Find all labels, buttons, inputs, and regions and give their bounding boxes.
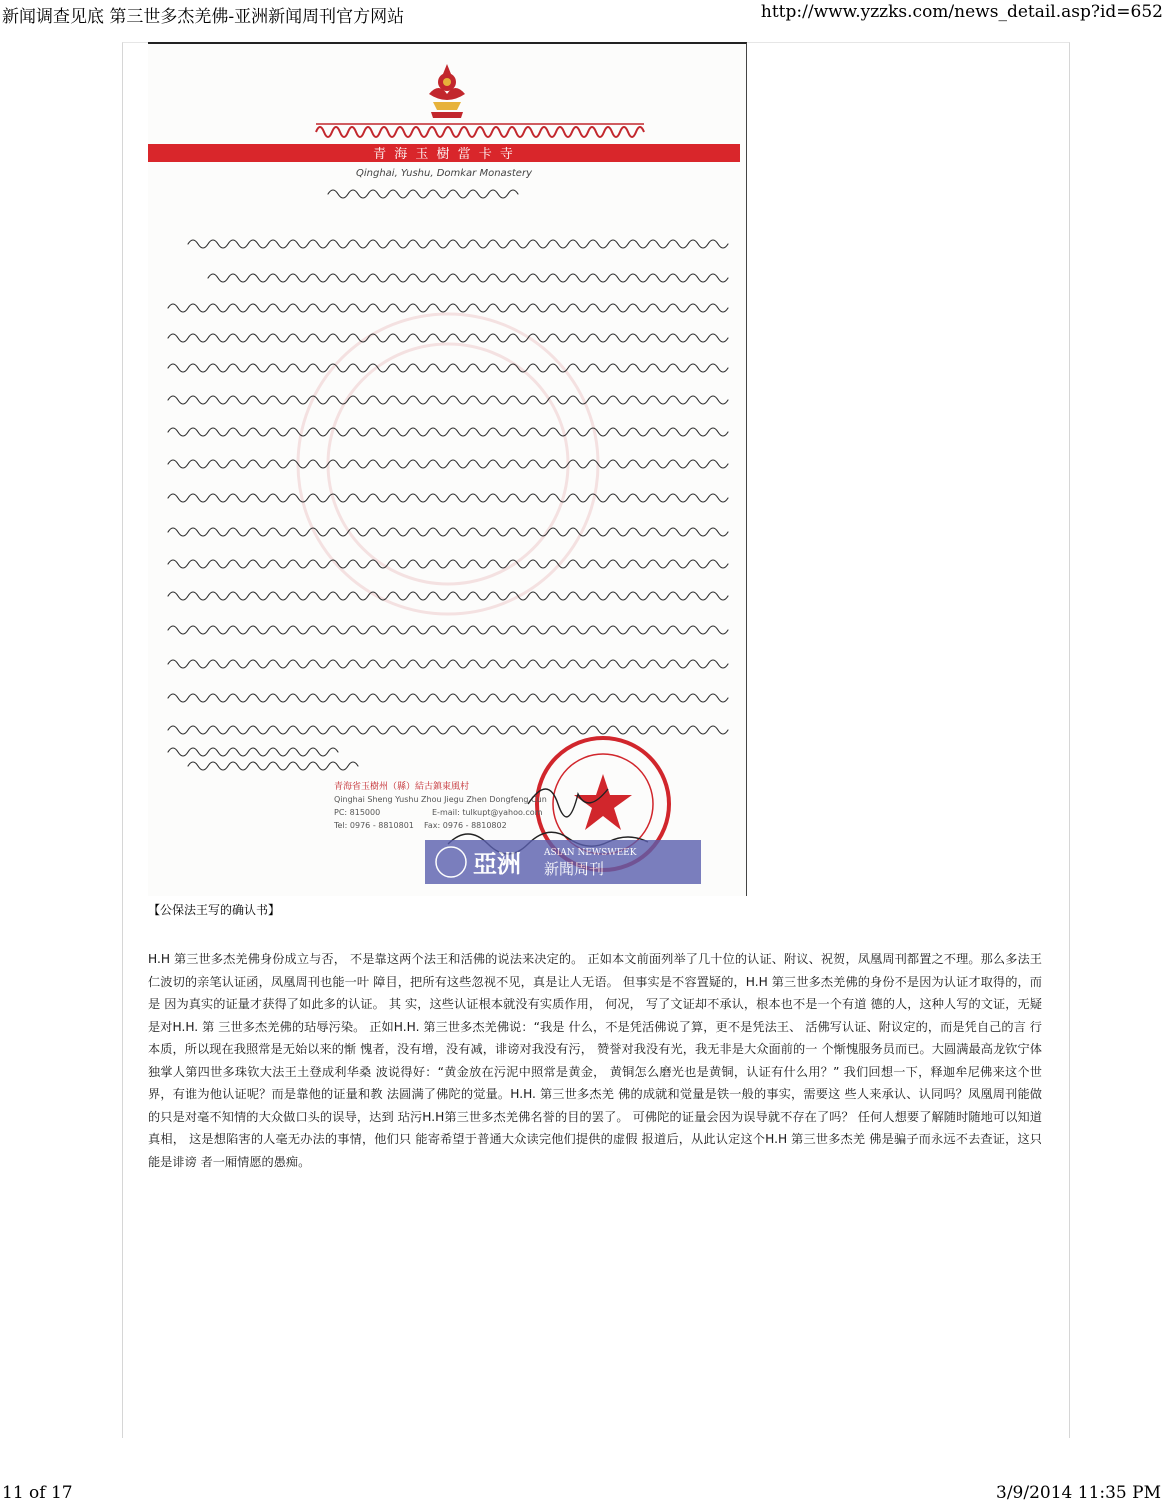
- letter-pc: PC: 815000: [334, 808, 381, 817]
- asian-newsweek-watermark: [425, 840, 701, 884]
- lotus-emblem-icon: [429, 64, 465, 118]
- temple-name-en: Qinghai, Yushu, Domkar Monastery: [355, 168, 533, 179]
- tibetan-header-script: [316, 127, 644, 137]
- letter-fax: Fax: 0976 - 8810802: [424, 821, 507, 830]
- print-header: [0, 0, 1165, 27]
- confirmation-letter-image: [148, 42, 747, 896]
- letter-email: E-mail: tulkupt@yahoo.com: [432, 808, 543, 817]
- print-footer: [0, 1481, 1165, 1507]
- watermark-title-en: ASIAN NEWSWEEK: [544, 848, 637, 858]
- handwritten-tibetan-text: [168, 190, 728, 770]
- letter-address-cn: 青海省玉樹州（縣）結古鎮東風村: [334, 782, 470, 792]
- letter-address-en: Qinghai Sheng Yushu Zhou Jiegu Zhen Dongfeng Cun: [334, 795, 547, 804]
- watermark-title-cn: 亞洲: [473, 849, 521, 878]
- page-title: 新闻调查见底 第三世多杰羌佛-亚洲新闻周刊官方网站: [2, 7, 405, 27]
- watermark-subtitle: 新聞周刊: [544, 860, 605, 878]
- print-datetime: 3/9/2014 11:35 PM: [996, 1483, 1161, 1503]
- page-number: 11 of 17: [2, 1483, 73, 1503]
- page-url: http://www.yzzks.com/news_detail.asp?id=652: [760, 2, 1163, 22]
- letter-tel: Tel: 0976 - 8810801: [334, 821, 414, 830]
- article-paragraph: H.H 第三世多杰羌佛身份成立与否， 不是靠这两个法王和活佛的说法来决定的。 正如本文前面列举了几十位的认证、附议、祝贺，凤凰周刊都置之不理。那么多法王 仁波切的亲笔认证函，凤凰周刊也能一叶 障目，把所有这些忽视不见，真是让人无语。 但事实是不容置疑的，H.H 第三世多杰羌佛的身份不是因为认证才取得的，而是 因为真实的证量才获得了如此多的认证。 其 实，这些认证根本就没有实质作用， 何况， 写了文证却不承认，根本也不是一个有道 德的人，这种人写的文证，无疑是对H.H. 第 三世多杰羌佛的玷辱污染。 正如H.H. 第三世多杰羌佛说：“我是 什么，不是凭活佛说了算，更不是凭法王、 活佛写认证、附议定的，而是凭自己的言 行本质，所以现在我照常是无始以来的惭 愧者，没有增，没有减，诽谤对我没有污， 赞誉对我没有光，我无非是大众面前的一 个惭愧服务员而已。大圆满最高龙钦宁体 独掌人第四世多珠钦大法王土登成利华桑 波说得好：“黄金放在污泥中照常是黄金， 黄铜怎么磨光也是黄铜，认证有什么用？” 我们回想一下，释迦牟尼佛来这个世 界，有谁为他认证呢？而是靠他的证量和教 法圆满了佛陀的觉量。H.H. 第三世多杰羌 佛的成就和觉量是铁一般的事实，需要这 些人来承认、认同吗？凤凰周刊能做的只是对毫不知情的大众做口头的误导，达到 玷污H.H第三世多杰羌佛名誉的目的罢了。 可佛陀的证量会因为误导就不存在了吗？ 任何人想要了解随时随地可以知道真相， 这是想陷害的人毫无办法的事情，他们只 能寄希望于普通大众读完他们提供的虚假 报道后，从此认定这个H.H 第三世多杰羌 佛是骗子而永远不去查证，这只能是诽谤 者一厢情愿的愚痴。: [148, 952, 1042, 1169]
- temple-name-cn: 青 海 玉 樹 當 卡 寺: [373, 147, 515, 162]
- image-caption: 【公保法王写的确认书】: [148, 903, 281, 917]
